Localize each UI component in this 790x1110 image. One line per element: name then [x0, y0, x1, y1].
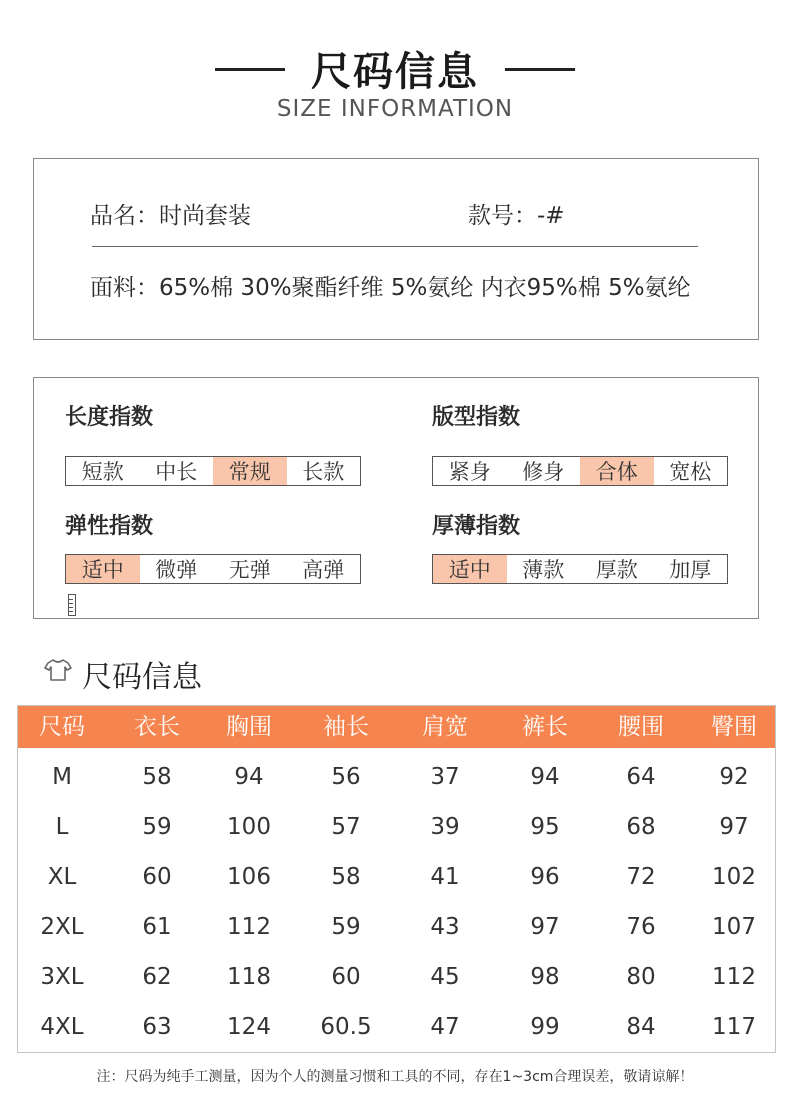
length-index-scale — [65, 456, 361, 486]
table-cell: 39 — [430, 814, 460, 840]
table-cell: 57 — [331, 814, 361, 840]
index-box — [33, 377, 759, 619]
table-cell: 112 — [712, 964, 756, 990]
column-header: 胸围 — [226, 714, 272, 740]
column-header: 腰围 — [618, 714, 664, 740]
table-cell: 56 — [331, 764, 361, 790]
column-header: 臀围 — [711, 714, 757, 740]
scale-option: 加厚 — [669, 558, 712, 582]
ruler-icon — [68, 594, 76, 616]
thickness-index-scale — [432, 554, 728, 584]
table-cell: 98 — [530, 964, 560, 990]
page-subtitle: SIZE INFORMATION — [276, 96, 514, 122]
table-cell: XL — [47, 864, 77, 890]
page-title: 尺码信息 — [311, 49, 479, 95]
table-cell: 76 — [626, 914, 656, 940]
table-cell: 43 — [430, 914, 460, 940]
length-index-title: 长度指数 — [65, 405, 154, 430]
measurement-note: 注：尺码为纯手工测量，因为个人的测量习惯和工具的不同，存在1~3cm合理误差，敬请谅解！ — [96, 1069, 694, 1085]
table-cell: 99 — [530, 1014, 560, 1040]
scale-option: 薄款 — [522, 558, 565, 582]
table-cell: 124 — [227, 1014, 271, 1040]
table-cell: 95 — [530, 814, 560, 840]
product-fabric: 面料：65%棉 30%聚酯纤维 5%氨纶 内衣95%棉 5%氨纶 — [90, 275, 691, 301]
table-cell: 63 — [142, 1014, 172, 1040]
scale-option: 中长 — [155, 460, 198, 484]
table-cell: 41 — [430, 864, 460, 890]
scale-option: 无弹 — [228, 558, 271, 582]
table-cell: 102 — [712, 864, 756, 890]
table-cell: 37 — [430, 764, 460, 790]
size-table-header — [18, 706, 775, 748]
table-cell: 60 — [142, 864, 172, 890]
scale-option: 厚款 — [595, 558, 638, 582]
title-right-dash — [505, 68, 575, 71]
table-cell: 97 — [530, 914, 560, 940]
size-section-heading: 尺码信息 — [82, 660, 202, 695]
table-cell: 117 — [712, 1014, 756, 1040]
product-info-box — [33, 158, 759, 340]
scale-option: 微弹 — [155, 558, 198, 582]
scale-option: 常规 — [213, 457, 287, 485]
table-cell: 94 — [234, 764, 264, 790]
column-header: 裤长 — [522, 714, 568, 740]
shirt-icon — [44, 658, 72, 682]
table-cell: 62 — [142, 964, 172, 990]
table-cell: 100 — [227, 814, 271, 840]
product-name: 品名：时尚套装 — [90, 203, 251, 229]
table-cell: 94 — [530, 764, 560, 790]
table-cell: 80 — [626, 964, 656, 990]
table-cell: 84 — [626, 1014, 656, 1040]
table-cell: 45 — [430, 964, 460, 990]
table-cell: 4XL — [40, 1014, 84, 1040]
column-header: 衣长 — [134, 714, 180, 740]
table-cell: 47 — [430, 1014, 460, 1040]
column-header: 尺码 — [39, 714, 85, 740]
scale-option: 适中 — [66, 555, 140, 583]
elasticity-index-title: 弹性指数 — [65, 514, 154, 539]
table-cell: 68 — [626, 814, 656, 840]
elasticity-index-scale — [65, 554, 361, 584]
table-cell: L — [55, 814, 69, 840]
table-cell: 96 — [530, 864, 560, 890]
table-cell: 92 — [719, 764, 749, 790]
table-cell: 118 — [227, 964, 271, 990]
table-cell: 58 — [331, 864, 361, 890]
table-cell: 61 — [142, 914, 172, 940]
size-table — [17, 705, 776, 1053]
table-cell: 112 — [227, 914, 271, 940]
table-cell: 2XL — [40, 914, 84, 940]
table-cell: 3XL — [40, 964, 84, 990]
scale-option: 长款 — [302, 460, 345, 484]
table-cell: 59 — [142, 814, 172, 840]
scale-option: 短款 — [81, 460, 124, 484]
table-cell: 97 — [719, 814, 749, 840]
scale-option: 宽松 — [669, 460, 712, 484]
thickness-index-title: 厚薄指数 — [432, 514, 521, 539]
scale-option: 高弹 — [302, 558, 345, 582]
fit-index-title: 版型指数 — [432, 405, 521, 430]
column-header: 袖长 — [323, 714, 369, 740]
scale-option: 适中 — [433, 555, 507, 583]
scale-option: 紧身 — [448, 460, 491, 484]
table-cell: 58 — [142, 764, 172, 790]
fit-index-scale — [432, 456, 728, 486]
table-cell: 59 — [331, 914, 361, 940]
product-style-number: 款号：-# — [468, 203, 565, 229]
table-cell: 60.5 — [320, 1014, 372, 1040]
table-cell: 106 — [227, 864, 271, 890]
table-cell: 107 — [712, 914, 756, 940]
table-cell: 60 — [331, 964, 361, 990]
table-cell: M — [52, 764, 72, 790]
table-cell: 72 — [626, 864, 656, 890]
column-header: 肩宽 — [422, 714, 468, 740]
info-divider — [92, 246, 698, 247]
table-cell: 64 — [626, 764, 656, 790]
scale-option: 修身 — [522, 460, 565, 484]
scale-option: 合体 — [580, 457, 654, 485]
